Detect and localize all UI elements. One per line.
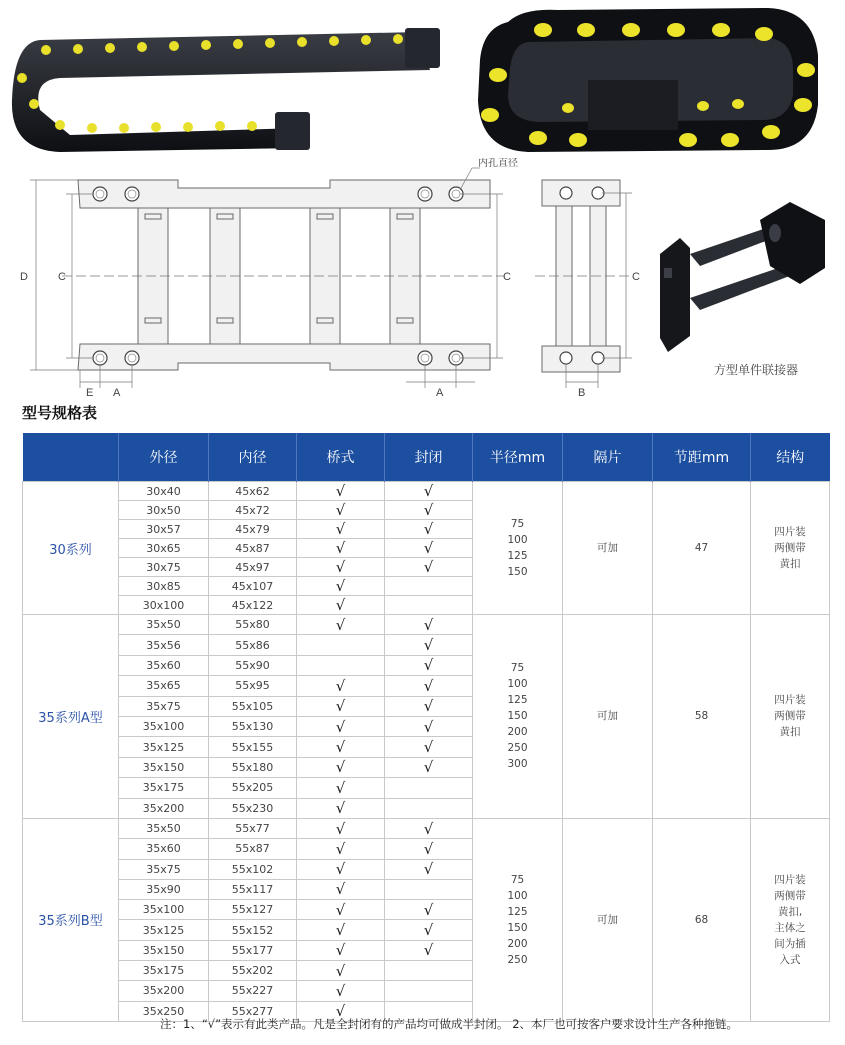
structure-cell-line: 间为插 [774,937,806,950]
radius-cell-line: 75 [510,662,525,675]
bridge-check-cell: √ [297,501,385,520]
table-row [23,482,830,501]
outer-size-cell: 35x60 [119,839,209,859]
closed-check-cell [385,879,473,899]
radius-cell-line: 150 [507,710,528,723]
outer-size-cell: 30x75 [119,558,209,577]
bridge-check-cell: √ [297,558,385,577]
table-header-row [23,433,830,482]
outer-size-cell: 30x50 [119,501,209,520]
inner-size-cell: 55x117 [209,879,297,899]
inner-size-cell: 55x202 [209,960,297,980]
outer-size-cell: 35x125 [119,737,209,757]
inner-size-cell: 45x79 [209,520,297,539]
header-pitch: 节距mm [653,433,751,482]
bridge-check-cell: √ [297,737,385,757]
outer-size-cell: 35x75 [119,859,209,879]
bridge-check-cell: √ [297,798,385,818]
inner-size-cell: 55x277 [209,1001,297,1021]
outer-size-cell: 35x65 [119,676,209,696]
pitch-cell: 58 [653,615,751,819]
closed-check-cell: √ [385,818,473,838]
outer-size-cell: 30x57 [119,520,209,539]
outer-size-cell: 35x56 [119,635,209,655]
structure-cell-line: 黄扣, [777,905,803,918]
closed-check-cell [385,960,473,980]
radius-cell-line: 75 [510,873,525,886]
header-inner: 内径 [209,433,297,482]
bridge-check-cell: √ [297,818,385,838]
radius-cell-line: 250 [507,953,528,966]
closed-check-cell: √ [385,696,473,716]
closed-check-cell: √ [385,859,473,879]
bridge-check-cell: √ [297,539,385,558]
bridge-check-cell: √ [297,596,385,615]
structure-cell-line: 四片装 [774,526,806,538]
outer-size-cell: 35x250 [119,1001,209,1021]
header-closed: 封闭 [385,433,473,482]
bridge-check-cell: √ [297,482,385,501]
inner-size-cell: 55x77 [209,818,297,838]
series-label: 35系列B型 [23,818,119,1021]
inner-size-cell: 45x72 [209,501,297,520]
inner-size-cell: 55x205 [209,778,297,798]
radius-cell [473,818,563,1021]
bridge-check-cell: √ [297,757,385,777]
inner-size-cell: 55x90 [209,655,297,675]
spec-table-title: 型号规格表 [22,404,98,422]
table-row [23,615,830,635]
outer-size-cell: 30x40 [119,482,209,501]
bridge-check-cell: √ [297,960,385,980]
closed-check-cell [385,798,473,818]
pitch-cell: 47 [653,482,751,615]
inner-size-cell: 55x130 [209,716,297,736]
header-outer: 外径 [119,433,209,482]
radius-cell [473,615,563,819]
header-separator: 隔片 [563,433,653,482]
dim-b-label: B [578,387,586,399]
dim-e-label: E [86,387,94,399]
dim-c-label-2: C [503,271,511,283]
outer-size-cell: 35x50 [119,818,209,838]
bridge-check-cell: √ [297,1001,385,1021]
structure-cell [751,482,830,615]
outer-size-cell: 35x200 [119,798,209,818]
structure-cell-line: 四片装 [774,694,806,707]
dim-c-label: C [58,271,66,283]
inner-size-cell: 55x227 [209,981,297,1001]
outer-size-cell: 35x150 [119,940,209,960]
structure-cell [751,818,830,1021]
structure-cell-line: 两侧带 [774,710,806,723]
series-label: 30系列 [23,482,119,615]
radius-cell-line: 200 [507,937,528,950]
closed-check-cell: √ [385,676,473,696]
separator-cell: 可加 [563,615,653,819]
closed-check-cell: √ [385,539,473,558]
inner-size-cell: 55x155 [209,737,297,757]
outer-size-cell: 35x75 [119,696,209,716]
series-label: 35系列A型 [23,615,119,819]
closed-check-cell: √ [385,520,473,539]
closed-check-cell [385,778,473,798]
header-bridge: 桥式 [297,433,385,482]
inner-size-cell: 55x180 [209,757,297,777]
bridge-check-cell: √ [297,879,385,899]
bridge-check-cell: √ [297,940,385,960]
bridge-check-cell: √ [297,676,385,696]
bridge-check-cell: √ [297,615,385,635]
outer-size-cell: 35x125 [119,920,209,940]
outer-size-cell: 35x90 [119,879,209,899]
structure-cell-line: 两侧带 [774,889,806,902]
inner-size-cell: 45x62 [209,482,297,501]
bridge-check-cell [297,635,385,655]
spec-table [22,433,830,1022]
inner-size-cell: 45x87 [209,539,297,558]
closed-check-cell [385,981,473,1001]
outer-size-cell: 35x175 [119,960,209,980]
table-row [23,818,830,838]
closed-check-cell: √ [385,615,473,635]
hole-diameter-label: 内孔直径 [478,158,518,169]
bridge-check-cell: √ [297,696,385,716]
radius-cell-line: 125 [507,550,528,562]
inner-size-cell: 55x87 [209,839,297,859]
inner-size-cell: 45x107 [209,577,297,596]
closed-check-cell: √ [385,558,473,577]
closed-check-cell: √ [385,900,473,920]
inner-size-cell: 45x122 [209,596,297,615]
outer-size-cell: 35x150 [119,757,209,777]
closed-check-cell: √ [385,737,473,757]
bridge-check-cell: √ [297,900,385,920]
radius-cell-line: 150 [507,921,528,934]
closed-check-cell: √ [385,839,473,859]
outer-size-cell: 30x100 [119,596,209,615]
radius-cell-line: 75 [510,518,525,530]
dim-a-label: A [113,387,121,399]
header-structure: 结构 [751,433,830,482]
bridge-check-cell: √ [297,520,385,539]
outer-size-cell: 35x60 [119,655,209,675]
radius-cell-line: 100 [507,534,528,546]
inner-size-cell: 55x102 [209,859,297,879]
outer-size-cell: 35x100 [119,716,209,736]
bridge-check-cell: √ [297,920,385,940]
inner-size-cell: 55x95 [209,676,297,696]
closed-check-cell [385,577,473,596]
outer-size-cell: 35x200 [119,981,209,1001]
structure-cell [751,615,830,819]
closed-check-cell: √ [385,940,473,960]
structure-cell-line: 四片装 [774,873,806,886]
outer-size-cell: 35x100 [119,900,209,920]
inner-size-cell: 55x152 [209,920,297,940]
structure-cell-line: 黄扣 [779,558,801,570]
dim-c-label-3: C [632,271,640,283]
separator-cell: 可加 [563,818,653,1021]
closed-check-cell: √ [385,920,473,940]
closed-check-cell [385,596,473,615]
inner-size-cell: 55x230 [209,798,297,818]
closed-check-cell: √ [385,501,473,520]
separator-cell: 可加 [563,482,653,615]
radius-cell-line: 200 [507,726,528,739]
inner-size-cell: 55x177 [209,940,297,960]
inner-size-cell: 55x127 [209,900,297,920]
bridge-check-cell [297,655,385,675]
radius-cell-line: 100 [507,678,528,691]
pitch-cell: 68 [653,818,751,1021]
inner-size-cell: 55x86 [209,635,297,655]
bridge-check-cell: √ [297,716,385,736]
connector-caption: 方型单件联接器 [714,363,799,377]
technical-drawing [0,158,845,402]
structure-cell-line: 主体之 [774,921,806,934]
structure-cell-line: 入式 [779,953,801,966]
outer-size-cell: 35x50 [119,615,209,635]
bridge-check-cell: √ [297,859,385,879]
header-radius: 半径mm [473,433,563,482]
closed-check-cell: √ [385,655,473,675]
radius-cell-line: 100 [507,889,528,902]
outer-size-cell: 35x175 [119,778,209,798]
dim-a-label-2: A [436,387,444,399]
dim-d-label: D [20,271,28,283]
header-blank [23,433,119,482]
closed-check-cell: √ [385,635,473,655]
drag-chain-photo-left [0,0,450,158]
inner-size-cell: 45x97 [209,558,297,577]
outer-size-cell: 30x65 [119,539,209,558]
drag-chain-photo-right [468,0,845,158]
inner-size-cell: 55x80 [209,615,297,635]
closed-check-cell: √ [385,757,473,777]
radius-cell-line: 150 [507,566,528,578]
spec-table-body [23,482,830,1022]
bridge-check-cell: √ [297,577,385,596]
structure-cell-line: 两侧带 [774,542,806,554]
footnote: 注：1、“√”表示有此类产品。凡是全封闭有的产品均可做成半封闭。 2、本厂也可按客户要求设计生产各种拖链。 [160,1017,739,1031]
radius-cell [473,482,563,615]
bridge-check-cell: √ [297,839,385,859]
closed-check-cell: √ [385,482,473,501]
connector-photo [660,202,825,352]
outer-size-cell: 30x85 [119,577,209,596]
radius-cell-line: 250 [507,742,528,755]
structure-cell-line: 黄扣 [779,726,801,739]
radius-cell-line: 125 [507,694,528,707]
closed-check-cell: √ [385,716,473,736]
bridge-check-cell: √ [297,981,385,1001]
bridge-check-cell: √ [297,778,385,798]
radius-cell-line: 300 [507,758,528,771]
radius-cell-line: 125 [507,905,528,918]
inner-size-cell: 55x105 [209,696,297,716]
